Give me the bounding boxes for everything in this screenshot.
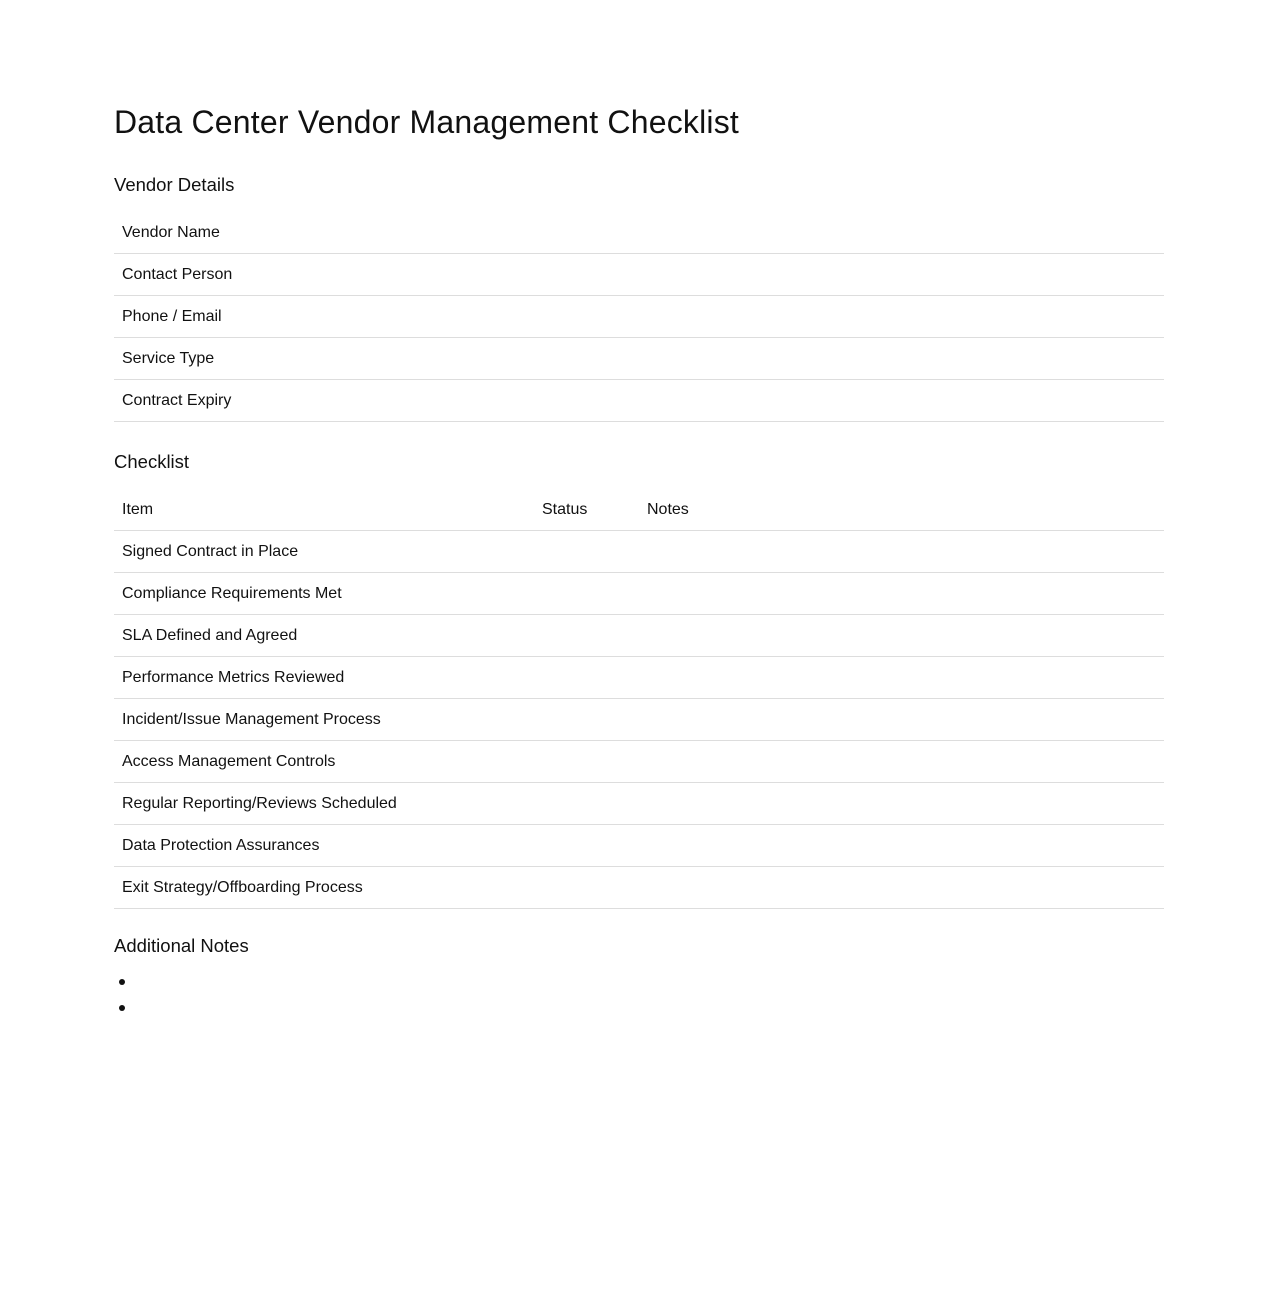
vendor-details-table: [114, 212, 1164, 422]
checklist-notes[interactable]: [639, 741, 1164, 783]
table-row: [114, 212, 1164, 254]
contract-expiry-value[interactable]: [240, 380, 1164, 422]
table-row: [114, 867, 1164, 909]
checklist-notes[interactable]: [639, 573, 1164, 615]
table-row: [114, 380, 1164, 422]
checklist-notes[interactable]: [639, 783, 1164, 825]
table-row: [114, 783, 1164, 825]
checklist-item: Access Management Controls: [114, 741, 534, 783]
additional-notes-heading: Additional Notes: [114, 935, 249, 956]
service-type-value[interactable]: [240, 338, 1164, 380]
phone-email-value[interactable]: [240, 296, 1164, 338]
column-header-notes: Notes: [639, 489, 1164, 531]
table-row: [114, 296, 1164, 338]
column-header-item: Item: [114, 489, 534, 531]
checklist-status[interactable]: [534, 699, 639, 741]
checklist-item: Regular Reporting/Reviews Scheduled: [114, 783, 534, 825]
checklist-item: Performance Metrics Reviewed: [114, 657, 534, 699]
checklist-table: [114, 489, 1164, 909]
checklist-item: Compliance Requirements Met: [114, 573, 534, 615]
vendor-name-label: Vendor Name: [114, 212, 240, 254]
checklist-notes[interactable]: [639, 825, 1164, 867]
bullet-icon: [119, 1005, 125, 1011]
table-row: [114, 573, 1164, 615]
checklist-notes[interactable]: [639, 699, 1164, 741]
column-header-status: Status: [534, 489, 639, 531]
vendor-details-heading: Vendor Details: [114, 174, 235, 195]
contact-person-label: Contact Person: [114, 254, 240, 296]
phone-email-label: Phone / Email: [114, 296, 240, 338]
checklist-status[interactable]: [534, 657, 639, 699]
page-title: Data Center Vendor Management Checklist: [114, 104, 740, 140]
table-row: [114, 254, 1164, 296]
checklist-status[interactable]: [534, 573, 639, 615]
contact-person-value[interactable]: [240, 254, 1164, 296]
checklist-notes[interactable]: [639, 531, 1164, 573]
checklist-status[interactable]: [534, 531, 639, 573]
checklist-heading: Checklist: [114, 451, 190, 472]
checklist-item: Data Protection Assurances: [114, 825, 534, 867]
checklist-item: SLA Defined and Agreed: [114, 615, 534, 657]
checklist-status[interactable]: [534, 615, 639, 657]
table-row: [114, 657, 1164, 699]
bullet-icon: [119, 979, 125, 985]
checklist-status[interactable]: [534, 825, 639, 867]
checklist-item: Signed Contract in Place: [114, 531, 534, 573]
table-row: [114, 825, 1164, 867]
table-row: [114, 615, 1164, 657]
checklist-notes[interactable]: [639, 615, 1164, 657]
checklist-notes[interactable]: [639, 657, 1164, 699]
table-header-row: [114, 489, 1164, 531]
table-row: [114, 531, 1164, 573]
vendor-name-value[interactable]: [240, 212, 1164, 254]
table-row: [114, 338, 1164, 380]
service-type-label: Service Type: [114, 338, 240, 380]
checklist-status[interactable]: [534, 867, 639, 909]
table-row: [114, 699, 1164, 741]
checklist-item: Incident/Issue Management Process: [114, 699, 534, 741]
checklist-item: Exit Strategy/Offboarding Process: [114, 867, 534, 909]
checklist-notes[interactable]: [639, 867, 1164, 909]
checklist-status[interactable]: [534, 741, 639, 783]
checklist-status[interactable]: [534, 783, 639, 825]
contract-expiry-label: Contract Expiry: [114, 380, 240, 422]
table-row: [114, 741, 1164, 783]
